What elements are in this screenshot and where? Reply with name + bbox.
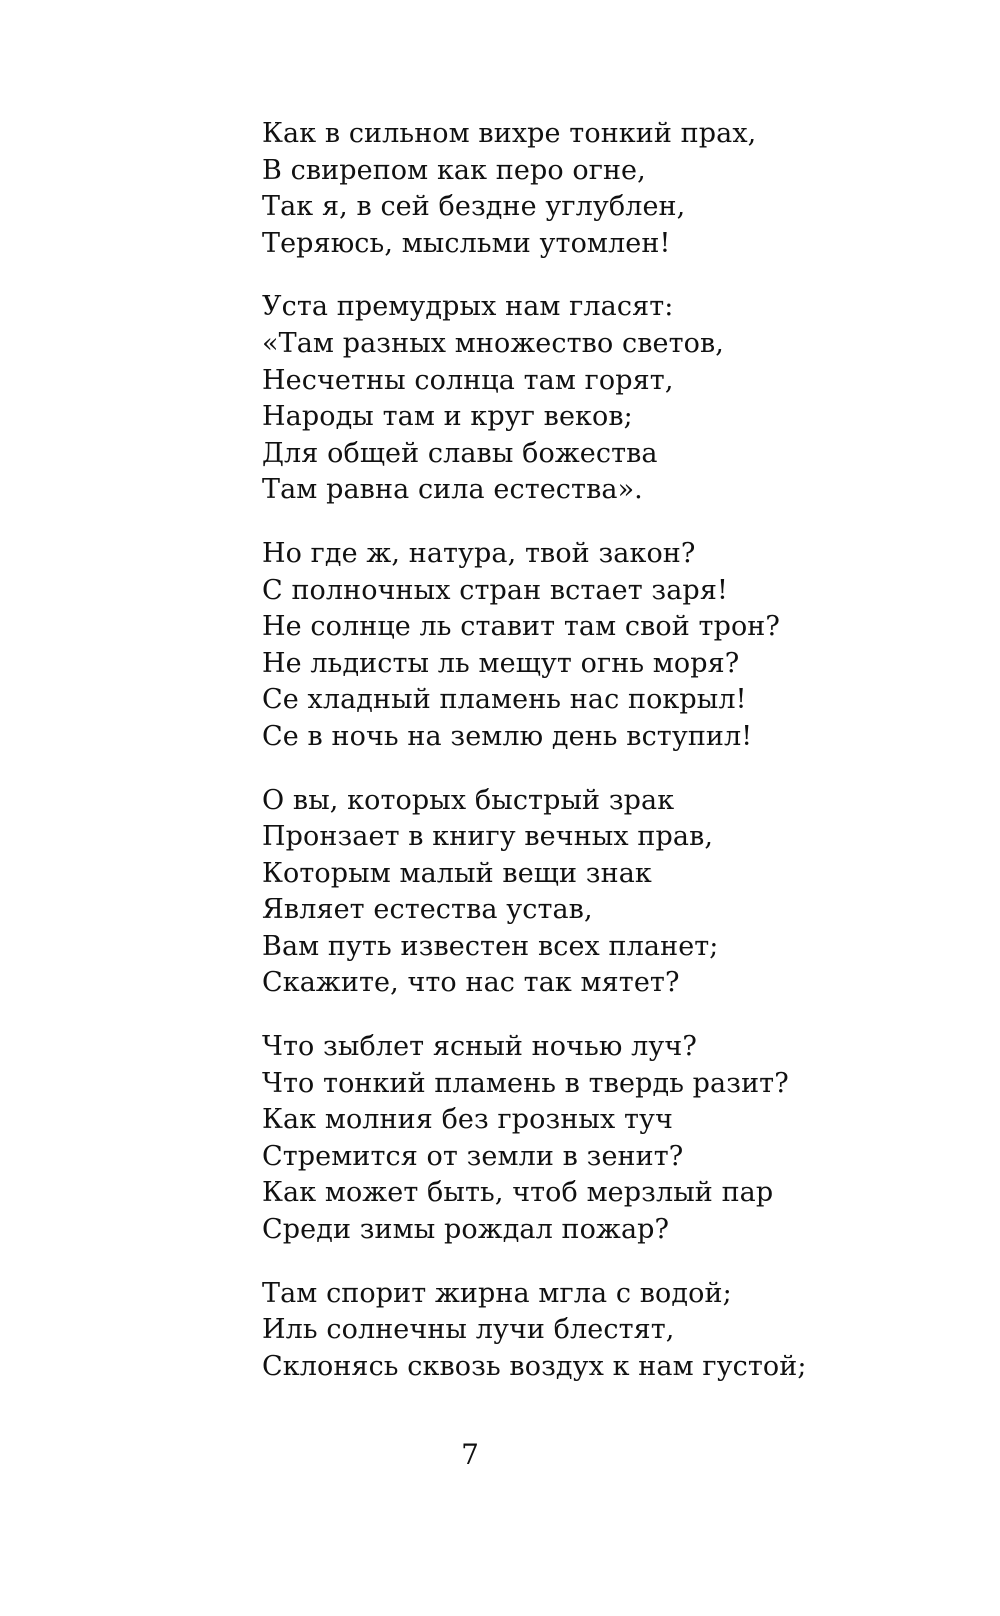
verse-line: Являет естества устав, bbox=[262, 894, 593, 926]
verse-line: Пронзает в книгу вечных прав, bbox=[262, 821, 714, 853]
stanza bbox=[262, 116, 962, 262]
verse-line: С полночных стран встает заря! bbox=[262, 574, 728, 606]
verse-line: Как может быть, чтоб мерзлый пар bbox=[262, 1177, 774, 1209]
verse-line: Народы там и круг веков; bbox=[262, 401, 633, 433]
verse-line: Се хладный пламень нас покрыл! bbox=[262, 684, 747, 716]
verse-line: Что тонкий пламень в твердь разит? bbox=[262, 1067, 789, 1099]
verse-line: Се в ночь на землю день вступил! bbox=[262, 720, 753, 752]
verse-line: Так я, в сей бездне углублен, bbox=[262, 191, 686, 223]
stanza bbox=[262, 1276, 962, 1386]
verse-line: Там спорит жирна мгла с водой; bbox=[262, 1277, 732, 1309]
stanza bbox=[262, 1029, 962, 1249]
stanza bbox=[262, 783, 962, 1003]
verse-line: В свирепом как перо огне, bbox=[262, 154, 646, 186]
verse-line: Иль солнечны лучи блестят, bbox=[262, 1314, 675, 1346]
verse-line: Но где ж, натура, твой закон? bbox=[262, 537, 696, 569]
verse-line: Как в сильном вихре тонкий прах, bbox=[262, 118, 757, 149]
stanza bbox=[262, 289, 962, 509]
verse-line: Там равна сила естества». bbox=[262, 474, 643, 506]
verse-line: Для общей славы божества bbox=[262, 437, 658, 469]
verse-line: Несчетны солнца там горят, bbox=[262, 364, 674, 396]
verse-line: «Там разных множество светов, bbox=[262, 327, 724, 359]
verse-line: О вы, которых быстрый зрак bbox=[262, 784, 675, 816]
stanza bbox=[262, 536, 962, 756]
verse-line: Стремится от земли в зенит? bbox=[262, 1140, 684, 1172]
page-number: 7 bbox=[461, 1438, 479, 1471]
verse-line: Как молния без грозных туч bbox=[262, 1104, 673, 1136]
verse-line: Не солнце ль ставит там свой трон? bbox=[262, 611, 780, 643]
verse-line: Которым малый вещи знак bbox=[262, 857, 652, 889]
verse-line: Теряюсь, мысльми утомлен! bbox=[262, 227, 671, 259]
verse-line: Что зыблет ясный ночью луч? bbox=[262, 1031, 697, 1063]
verse-line: Не льдисты ль мещут огнь моря? bbox=[262, 647, 740, 679]
verse-line: Среди зимы рождал пожар? bbox=[262, 1214, 670, 1246]
verse-line: Вам путь известен всех планет; bbox=[262, 930, 719, 962]
verse-line: Уста премудрых нам гласят: bbox=[262, 291, 674, 323]
poem-text bbox=[262, 116, 962, 1412]
verse-line: Склонясь сквозь воздух к нам густой; bbox=[262, 1350, 807, 1382]
verse-line: Скажите, что нас так мятет? bbox=[262, 967, 680, 999]
